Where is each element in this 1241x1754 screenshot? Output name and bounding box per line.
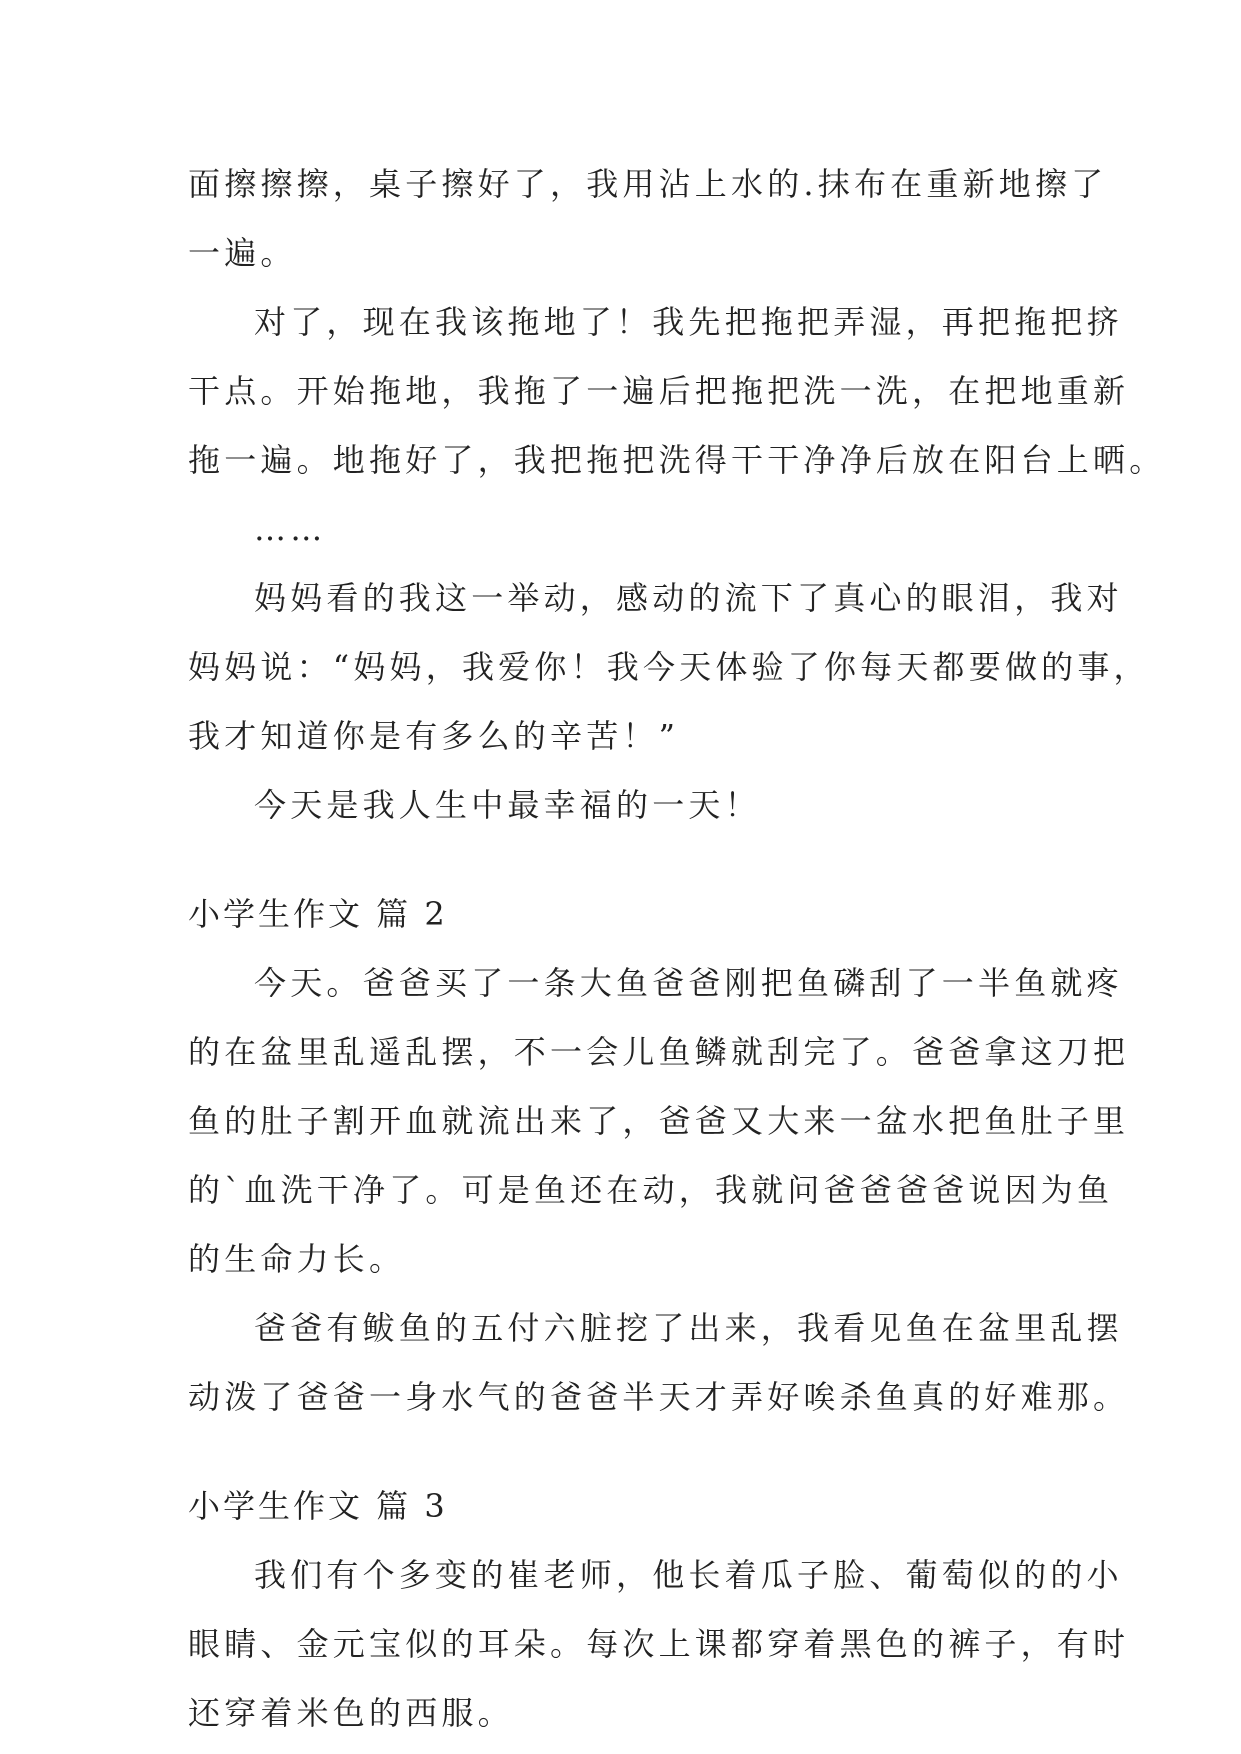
- text-line: 眼睛、金元宝似的耳朵。每次上课都穿着黑色的裤子，有时: [188, 1625, 1130, 1663]
- text-line: 还穿着米色的西服。: [188, 1694, 514, 1732]
- text-line: 鱼的肚子割开血就流出来了，爸爸又大来一盆水把鱼肚子里: [188, 1102, 1130, 1140]
- text-line: 我们有个多变的崔老师，他长着瓜子脸、葡萄似的的小: [254, 1556, 1123, 1594]
- text-line: 妈妈看的我这一举动，感动的流下了真心的眼泪，我对: [254, 579, 1123, 617]
- text-line: 爸爸有鲅鱼的五付六脏挖了出来，我看见鱼在盆里乱摆: [254, 1309, 1123, 1347]
- essay-3: [188, 1472, 1130, 1748]
- text-line: 一遍。: [188, 234, 297, 272]
- text-line: 今天。爸爸买了一条大鱼爸爸刚把鱼磷刮了一半鱼就疼: [254, 964, 1123, 1002]
- text-line: 的在盆里乱遥乱摆，不一会儿鱼鳞就刮完了。爸爸拿这刀把: [188, 1033, 1130, 1071]
- text-line: 的`血洗干净了。可是鱼还在动，我就问爸爸爸爸说因为鱼: [188, 1171, 1114, 1209]
- text-line: 妈妈说：“妈妈，我爱你！我今天体验了你每天都要做的事，: [188, 648, 1150, 686]
- text-line: 干点。开始拖地，我拖了一遍后把拖把洗一洗，在把地重新: [188, 372, 1130, 410]
- text-line: 动泼了爸爸一身水气的爸爸半天才弄好唉杀鱼真的好难那。: [188, 1378, 1130, 1416]
- essay-1-continued: [188, 150, 1166, 840]
- text-line: 的生命力长。: [188, 1240, 406, 1278]
- text-line: 对了，现在我该拖地了！我先把拖把弄湿，再把拖把挤: [254, 303, 1123, 341]
- text-line: 拖一遍。地拖好了，我把拖把洗得干干净净后放在阳台上晒。: [188, 441, 1166, 479]
- ellipsis-line: ……: [254, 510, 327, 548]
- text-line: 面擦擦擦，桌子擦好了，我用沾上水的.抹布在重新地擦了: [188, 165, 1108, 203]
- essay-2: [188, 880, 1130, 1432]
- document-page: [188, 150, 1166, 1748]
- essay-heading: 小学生作文 篇 3: [188, 1487, 448, 1525]
- essay-heading: 小学生作文 篇 2: [188, 895, 448, 933]
- text-line: 我才知道你是有多么的辛苦！”: [188, 717, 680, 755]
- text-line: 今天是我人生中最幸福的一天！: [254, 786, 761, 824]
